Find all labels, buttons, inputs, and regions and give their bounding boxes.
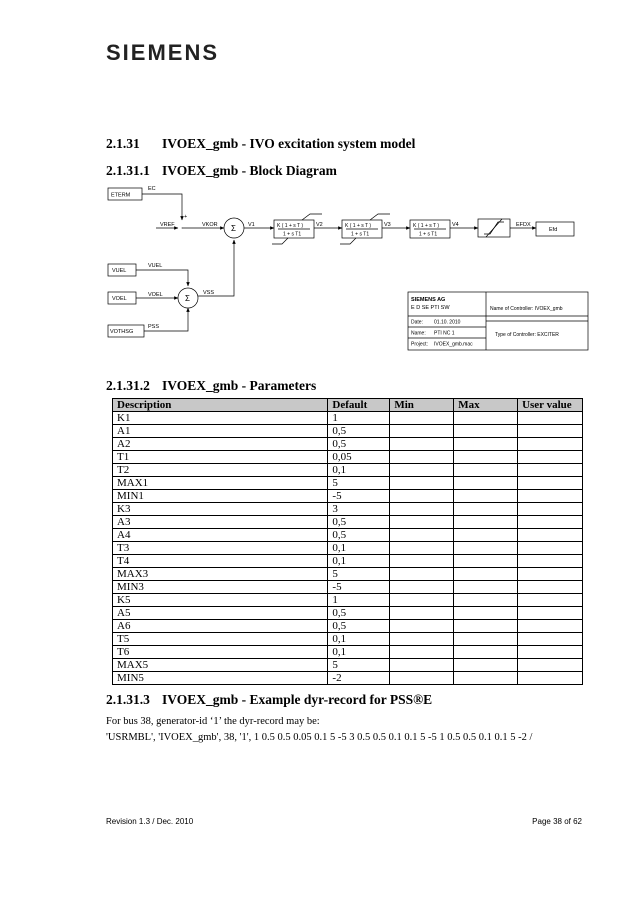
param-max — [454, 659, 518, 672]
param-description: T4 — [113, 555, 328, 568]
param-min — [390, 542, 454, 555]
param-default: 0,1 — [328, 464, 390, 477]
param-min — [390, 633, 454, 646]
col-default: Default — [328, 399, 390, 412]
param-user-value[interactable] — [518, 620, 583, 633]
param-default: 0,1 — [328, 633, 390, 646]
table-row — [113, 451, 583, 464]
block1-num: K ( 1 + s T ) — [277, 223, 304, 229]
param-max — [454, 568, 518, 581]
param-user-value[interactable] — [518, 542, 583, 555]
parameters-number: 2.1.31.2 — [106, 378, 150, 393]
param-user-value[interactable] — [518, 451, 583, 464]
name-label: Name: — [411, 330, 426, 337]
param-min — [390, 412, 454, 425]
param-default: 0,5 — [328, 438, 390, 451]
table-row — [113, 594, 583, 607]
param-default: 0,5 — [328, 516, 390, 529]
param-description: MAX1 — [113, 477, 328, 490]
param-min — [390, 555, 454, 568]
param-user-value[interactable] — [518, 555, 583, 568]
param-user-value[interactable] — [518, 477, 583, 490]
param-description: A6 — [113, 620, 328, 633]
table-header-row — [113, 399, 583, 412]
param-max — [454, 646, 518, 659]
vothsg-box-label: VOTHSG — [110, 329, 134, 335]
param-max — [454, 451, 518, 464]
param-description: A1 — [113, 425, 328, 438]
block3-num: K ( 1 + s T ) — [413, 223, 440, 229]
dept-label: E D SE PTI SW — [411, 305, 450, 311]
v2-label: V2 — [316, 222, 323, 228]
block-diagram-title: IVOEX_gmb - Block Diagram — [162, 163, 337, 178]
param-max — [454, 620, 518, 633]
block1-limit-bot — [272, 238, 288, 244]
example-number: 2.1.31.3 — [106, 692, 150, 707]
param-user-value[interactable] — [518, 594, 583, 607]
param-min — [390, 438, 454, 451]
param-default: -5 — [328, 490, 390, 503]
table-row — [113, 490, 583, 503]
table-row — [113, 438, 583, 451]
parameters-title: IVOEX_gmb - Parameters — [162, 378, 317, 393]
block1-limit-top — [302, 214, 322, 220]
controller-type: Type of Controller: EXCITER — [495, 332, 559, 338]
table-row — [113, 659, 583, 672]
param-user-value[interactable] — [518, 425, 583, 438]
section-title: IVOEX_gmb - IVO excitation system model — [162, 136, 416, 151]
block1-den: 1 + s T1 — [283, 231, 302, 238]
vref-label: VREF — [160, 222, 175, 228]
date-value: 01.10. 2010 — [434, 319, 461, 326]
param-min — [390, 516, 454, 529]
sum1-symbol: Σ — [231, 224, 236, 233]
param-max — [454, 607, 518, 620]
param-default: 0,5 — [328, 529, 390, 542]
param-min — [390, 503, 454, 516]
param-max — [454, 594, 518, 607]
example-intro: For bus 38, generator-id ‘1’ the dyr-record may be: — [106, 716, 320, 727]
param-user-value[interactable] — [518, 503, 583, 516]
param-default: 0,1 — [328, 646, 390, 659]
eterm-label: ETERM — [111, 192, 131, 199]
param-default: -5 — [328, 581, 390, 594]
param-default: 5 — [328, 568, 390, 581]
param-user-value[interactable] — [518, 568, 583, 581]
param-description: A5 — [113, 607, 328, 620]
param-min — [390, 646, 454, 659]
param-min — [390, 425, 454, 438]
param-min — [390, 568, 454, 581]
pss-label: PSS — [148, 324, 160, 330]
param-default: 1 — [328, 594, 390, 607]
param-min — [390, 490, 454, 503]
table-row — [113, 620, 583, 633]
block2-den: 1 + s T1 — [351, 231, 370, 238]
block3-den: 1 + s T1 — [419, 231, 438, 238]
ec-label: EC — [148, 186, 156, 192]
project-value: IVOEX_gmb.mac — [434, 341, 473, 348]
param-user-value[interactable] — [518, 412, 583, 425]
footer-page: Page 38 of 62 — [532, 817, 582, 826]
table-row — [113, 529, 583, 542]
block2-limit-bot — [340, 238, 356, 244]
param-min — [390, 477, 454, 490]
param-user-value[interactable] — [518, 516, 583, 529]
param-max — [454, 555, 518, 568]
param-min — [390, 620, 454, 633]
table-row — [113, 633, 583, 646]
table-row — [113, 555, 583, 568]
project-label: Project: — [411, 341, 428, 348]
param-max — [454, 490, 518, 503]
param-max — [454, 464, 518, 477]
table-row — [113, 503, 583, 516]
param-description: A2 — [113, 438, 328, 451]
param-max — [454, 516, 518, 529]
param-description: T3 — [113, 542, 328, 555]
param-max — [454, 529, 518, 542]
param-default: 1 — [328, 412, 390, 425]
section-heading — [106, 136, 415, 152]
param-default: 0,1 — [328, 555, 390, 568]
param-min — [390, 451, 454, 464]
date-label: Date: — [411, 319, 423, 326]
param-min — [390, 529, 454, 542]
param-user-value[interactable] — [518, 464, 583, 477]
param-description: MAX5 — [113, 659, 328, 672]
vss-label: VSS — [203, 290, 215, 296]
block2-limit-top — [370, 214, 390, 220]
param-max — [454, 633, 518, 646]
param-description: MIN5 — [113, 672, 328, 685]
param-description: MAX3 — [113, 568, 328, 581]
table-row — [113, 581, 583, 594]
param-user-value[interactable] — [518, 672, 583, 685]
param-default: 0,5 — [328, 607, 390, 620]
sum2-symbol: Σ — [185, 294, 190, 303]
efd-label: Efd — [549, 227, 558, 233]
name-value: PTI NC 1 — [434, 330, 455, 337]
param-min — [390, 607, 454, 620]
company-label: SIEMENS AG — [411, 297, 446, 303]
ec-wire — [142, 194, 182, 220]
param-description: K5 — [113, 594, 328, 607]
table-row — [113, 477, 583, 490]
param-default: 3 — [328, 503, 390, 516]
param-max — [454, 438, 518, 451]
param-default: 0,1 — [328, 542, 390, 555]
table-row — [113, 425, 583, 438]
dyr-record: 'USRMBL', 'IVOEX_gmb', 38, '1', 1 0.5 0.5 0.05 0.1 5 -5 3 0.5 0.5 0.1 0.1 5 -5 1 0.5 0.5 0.1 0.1 5 -2 / — [106, 732, 533, 743]
block2-num: K ( 1 + s T ) — [345, 223, 372, 229]
vuel-label: VUEL — [148, 263, 163, 269]
table-row — [113, 568, 583, 581]
param-max — [454, 672, 518, 685]
param-min — [390, 672, 454, 685]
col-description: Description — [113, 399, 328, 412]
param-description: T1 — [113, 451, 328, 464]
param-default: 0,05 — [328, 451, 390, 464]
block-diagram-heading — [106, 163, 337, 179]
param-max — [454, 477, 518, 490]
table-row — [113, 672, 583, 685]
footer-revision: Revision 1.3 / Dec. 2010 — [106, 817, 194, 826]
param-user-value[interactable] — [518, 529, 583, 542]
col-user-value: User value — [518, 399, 583, 412]
section-number: 2.1.31 — [106, 136, 140, 151]
param-user-value[interactable] — [518, 438, 583, 451]
voel-label: VOEL — [148, 292, 163, 298]
example-title: IVOEX_gmb - Example dyr-record for PSS®E — [162, 692, 433, 707]
param-default: 0,5 — [328, 620, 390, 633]
param-description: MIN3 — [113, 581, 328, 594]
param-default: -2 — [328, 672, 390, 685]
param-min — [390, 464, 454, 477]
param-description: A4 — [113, 529, 328, 542]
vss-wire — [198, 240, 234, 296]
param-max — [454, 581, 518, 594]
siemens-logo: SIEMENS — [106, 40, 220, 65]
param-default: 0,5 — [328, 425, 390, 438]
param-min — [390, 659, 454, 672]
block-diagram-number: 2.1.31.1 — [106, 163, 150, 178]
param-user-value[interactable] — [518, 607, 583, 620]
param-description: T5 — [113, 633, 328, 646]
controller-name: Name of Controller: IVOEX_gmb — [490, 306, 563, 312]
param-user-value[interactable] — [518, 633, 583, 646]
param-default: 5 — [328, 659, 390, 672]
parameters-heading — [106, 378, 316, 394]
example-heading — [106, 692, 432, 708]
parameters-table — [112, 398, 583, 685]
param-max — [454, 542, 518, 555]
param-min — [390, 581, 454, 594]
param-user-value[interactable] — [518, 659, 583, 672]
table-row — [113, 412, 583, 425]
param-max — [454, 425, 518, 438]
param-user-value[interactable] — [518, 490, 583, 503]
param-description: T6 — [113, 646, 328, 659]
param-description: K3 — [113, 503, 328, 516]
v4-label: V4 — [452, 222, 459, 228]
param-user-value[interactable] — [518, 581, 583, 594]
col-max: Max — [454, 399, 518, 412]
param-min — [390, 594, 454, 607]
table-row — [113, 516, 583, 529]
table-row — [113, 542, 583, 555]
param-max — [454, 412, 518, 425]
param-default: 5 — [328, 477, 390, 490]
col-min: Min — [390, 399, 454, 412]
table-body — [113, 412, 583, 685]
v3-label: V3 — [384, 222, 391, 228]
param-description: A3 — [113, 516, 328, 529]
param-description: K1 — [113, 412, 328, 425]
table-row — [113, 607, 583, 620]
param-max — [454, 503, 518, 516]
vuel-wire — [136, 270, 188, 286]
efdx-label: EFDX — [516, 222, 531, 228]
v1-label: V1 — [248, 222, 255, 228]
voel-box-label: VOEL — [112, 296, 127, 302]
param-description: MIN1 — [113, 490, 328, 503]
param-user-value[interactable] — [518, 646, 583, 659]
vuel-box-label: VUEL — [112, 268, 127, 274]
vkor-label: VKOR — [202, 222, 218, 228]
block-diagram-full — [106, 182, 596, 354]
plus-sign: + — [184, 214, 188, 220]
table-row — [113, 646, 583, 659]
table-row — [113, 464, 583, 477]
param-description: T2 — [113, 464, 328, 477]
